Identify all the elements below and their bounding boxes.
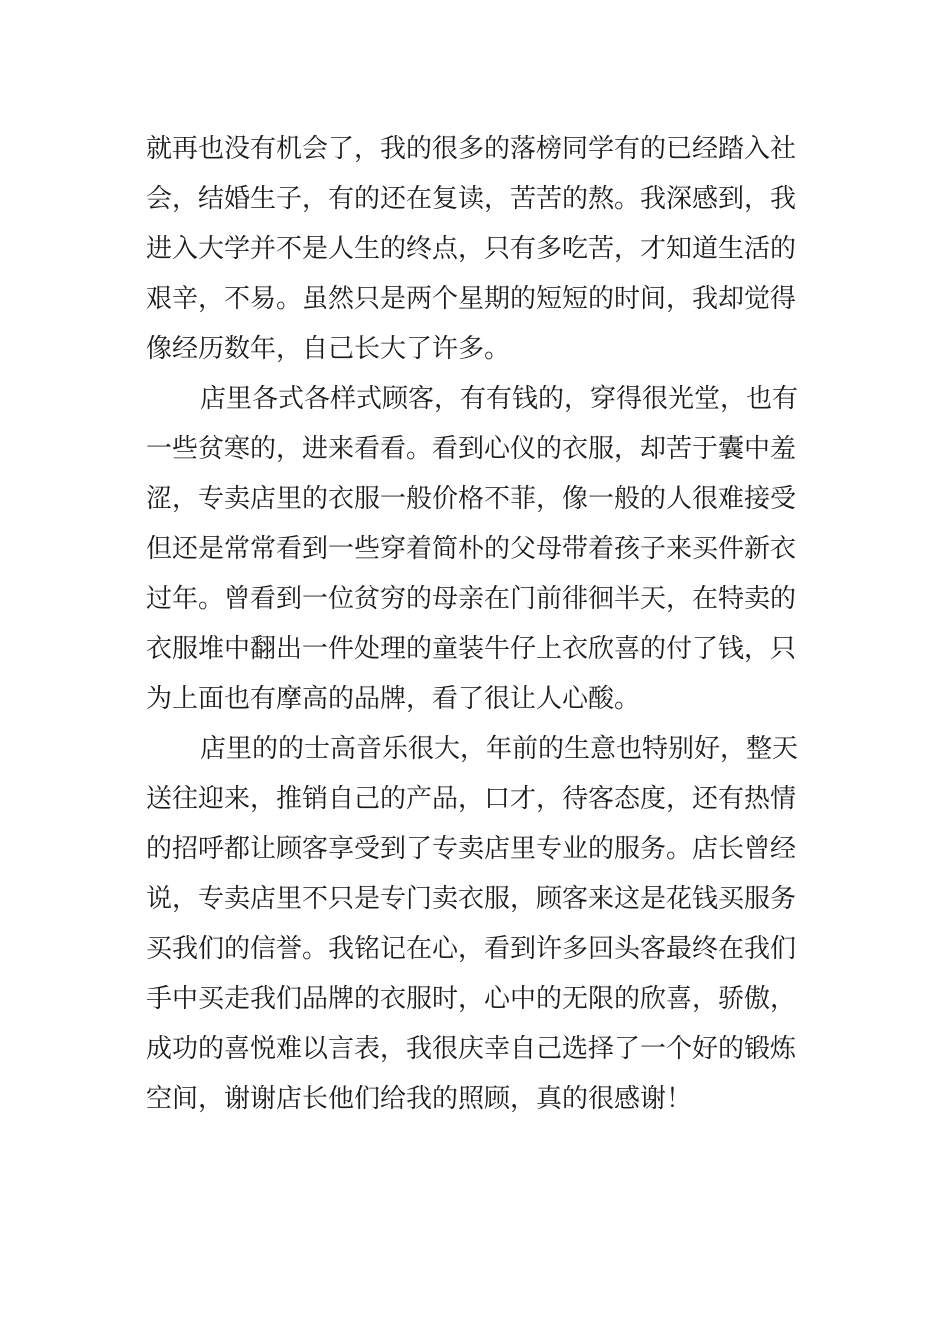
paragraph-2: [146, 374, 806, 724]
text-line: 但还是常常看到一些穿着简朴的父母带着孩子来买件新衣: [146, 534, 797, 564]
text-line: 买我们的信誉。我铭记在心，看到许多回头客最终在我们: [146, 934, 797, 964]
text-line: 就再也没有机会了，我的很多的落榜同学有的已经踏入社: [146, 134, 797, 164]
text-line: 像经历数年，自己长大了许多。: [146, 334, 511, 364]
text-line: 手中买走我们品牌的衣服时，心中的无限的欣喜，骄傲，: [146, 984, 797, 1014]
text-line: 涩，专卖店里的衣服一般价格不菲，像一般的人很难接受: [146, 484, 797, 514]
paragraph-3: [146, 724, 806, 1124]
text-line: 一些贫寒的，进来看看。看到心仪的衣服，却苦于囊中羞: [146, 434, 797, 464]
text-line: 艰辛，不易。虽然只是两个星期的短短的时间，我却觉得: [146, 284, 797, 314]
text-line: 说，专卖店里不只是专门卖衣服，顾客来这是花钱买服务: [146, 884, 797, 914]
paragraph-1: [146, 124, 806, 374]
text-line: 的招呼都让顾客享受到了专卖店里专业的服务。店长曾经: [146, 834, 797, 864]
text-line: 成功的喜悦难以言表，我很庆幸自己选择了一个好的锻炼: [146, 1034, 797, 1064]
text-line: 进入大学并不是人生的终点，只有多吃苦，才知道生活的: [146, 234, 797, 264]
document-body: [146, 124, 806, 1124]
text-line: 店里各式各样式顾客，有有钱的，穿得很光堂，也有: [200, 384, 799, 414]
text-line: 空间，谢谢店长他们给我的照顾，真的很感谢！: [146, 1084, 693, 1114]
text-line: 过年。曾看到一位贫穷的母亲在门前徘徊半天，在特卖的: [146, 584, 797, 614]
text-line: 为上面也有摩高的品牌，看了很让人心酸。: [146, 684, 641, 714]
text-line: 店里的的士高音乐很大，年前的生意也特别好，整天: [200, 734, 799, 764]
text-line: 衣服堆中翻出一件处理的童装牛仔上衣欣喜的付了钱，只: [146, 634, 797, 664]
text-line: 送往迎来，推销自己的产品，口才，待客态度，还有热情: [146, 784, 797, 814]
text-line: 会，结婚生子，有的还在复读，苦苦的熬。我深感到，我: [146, 184, 797, 214]
